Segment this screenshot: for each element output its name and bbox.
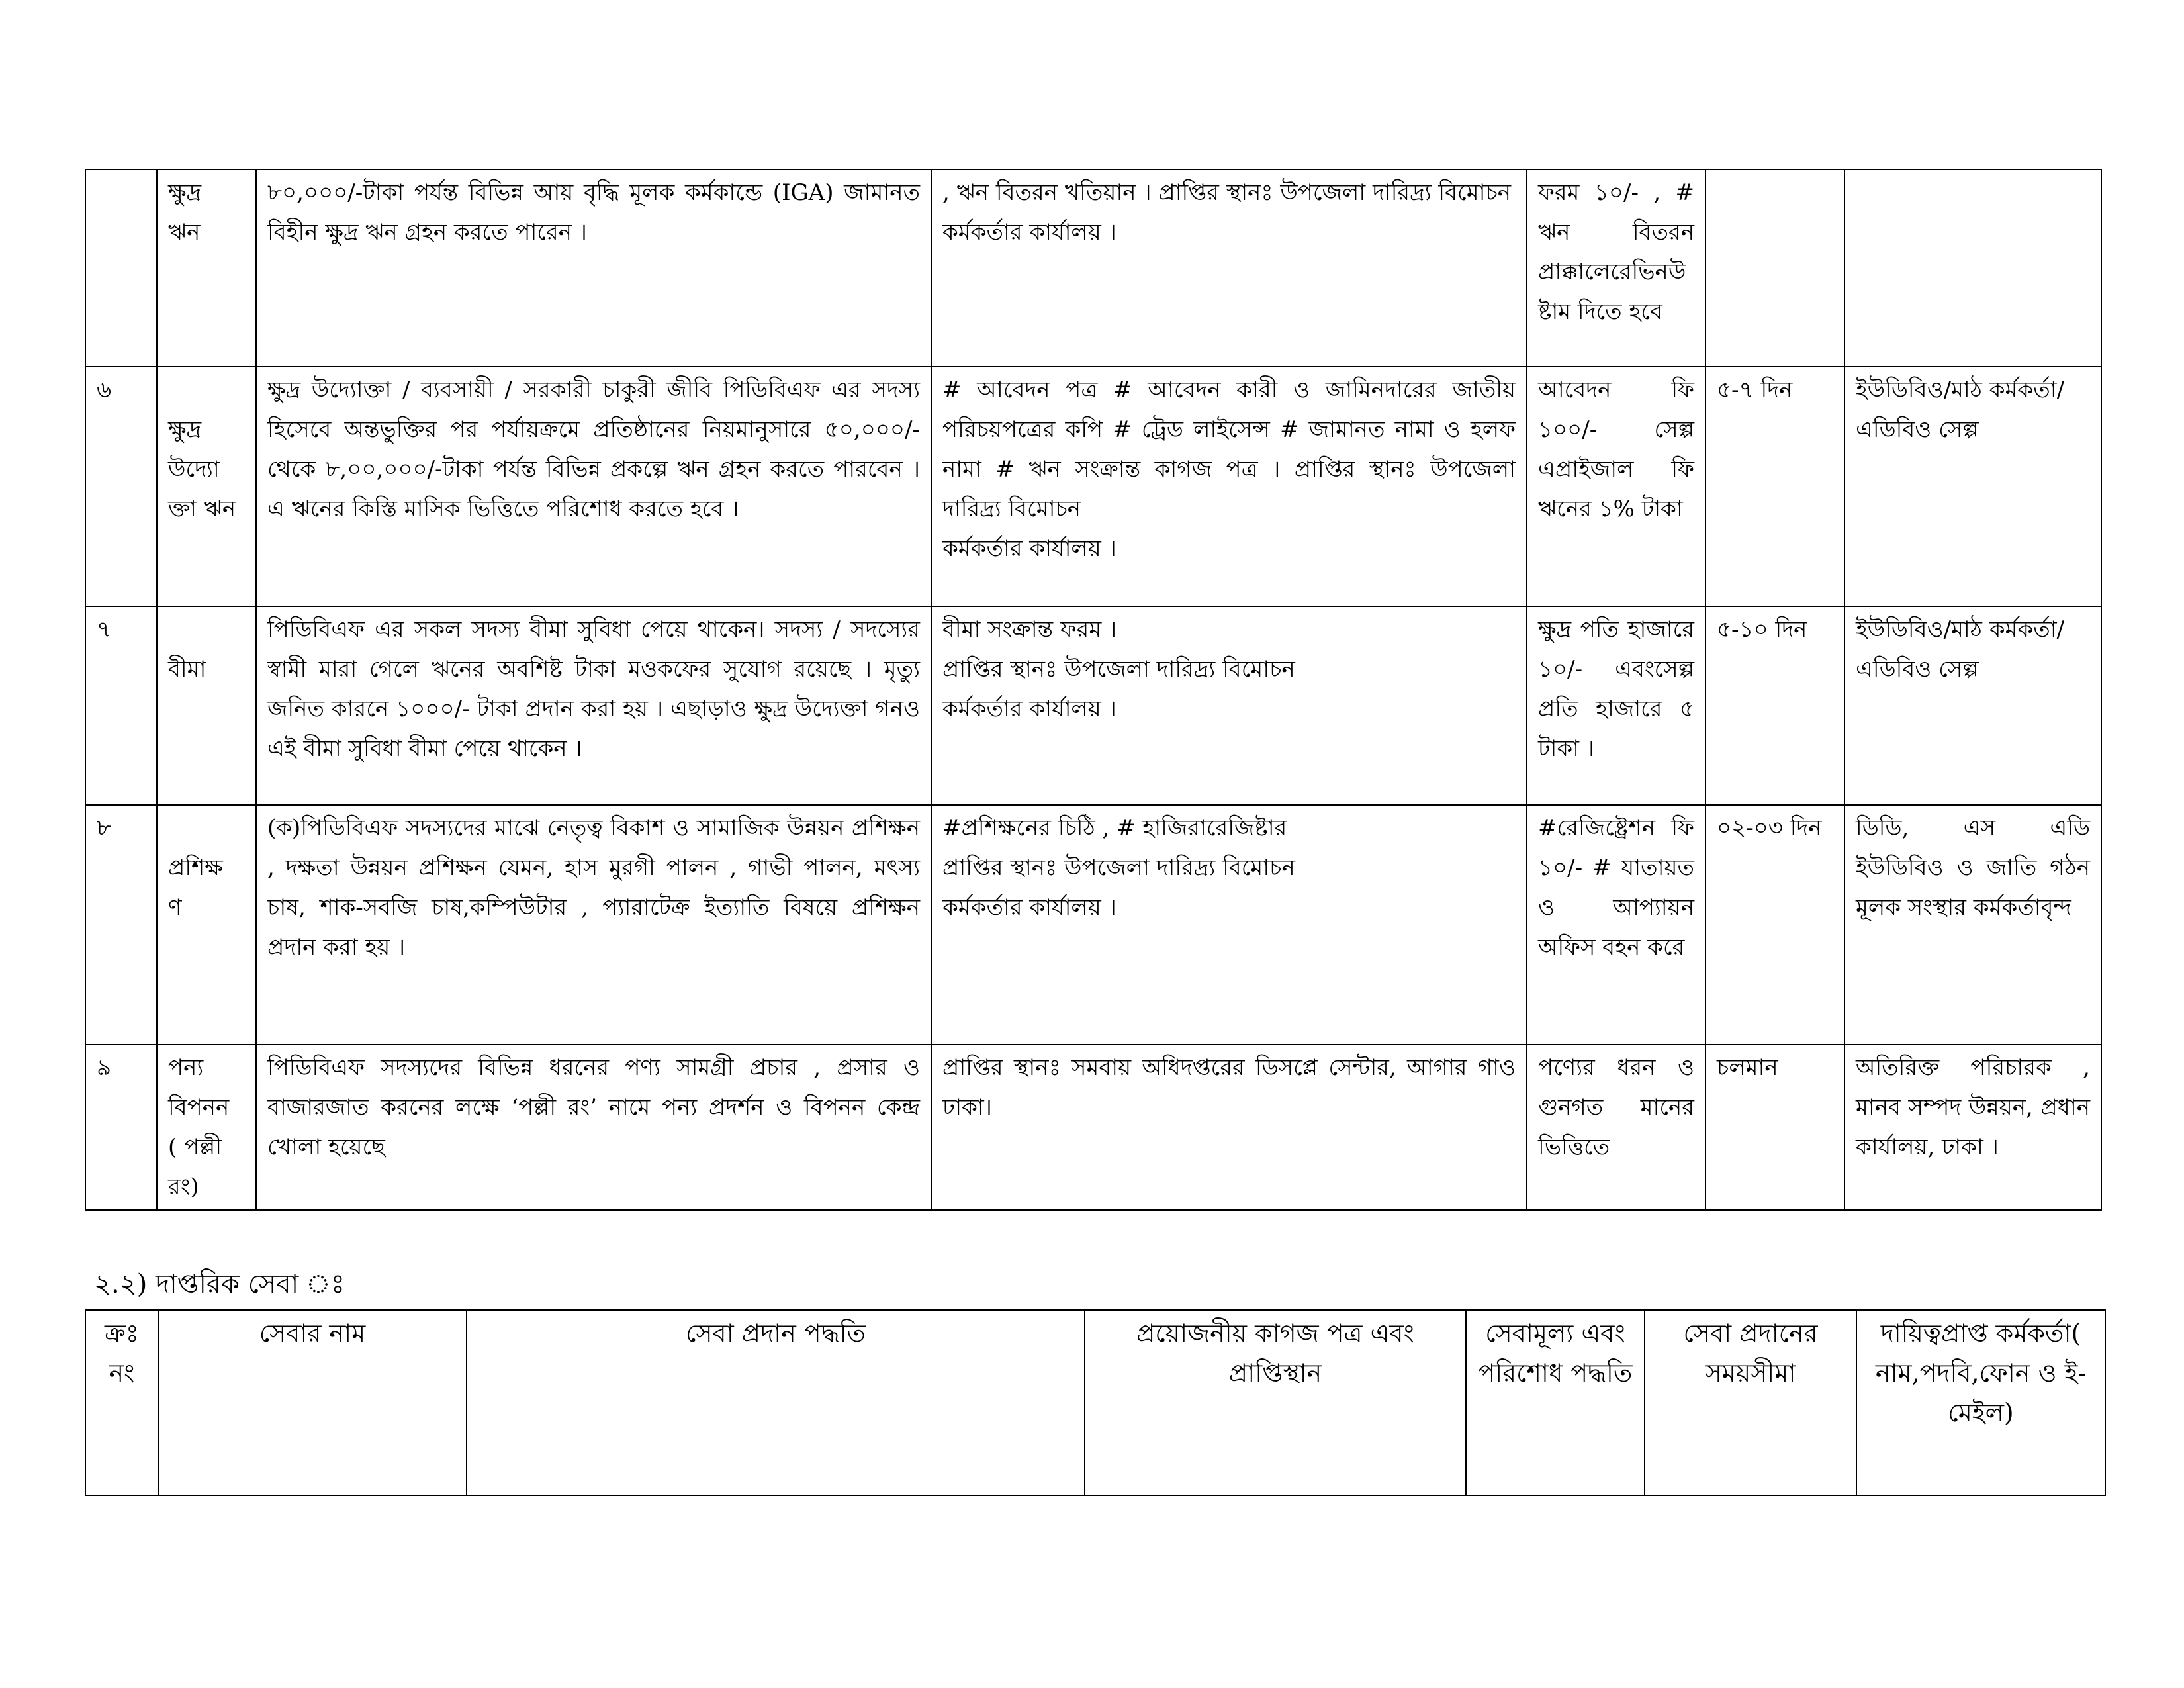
official-services-table [85, 1309, 2106, 1496]
documents-cell: প্রাপ্তির স্থানঃ সমবায় অধিদপ্তরের ডিসপ্লে সেন্টার, আগার গাও ঢাকা। [931, 1045, 1527, 1210]
header-fee: সেবামূল্য এবং পরিশোধ পদ্ধতি [1466, 1310, 1645, 1495]
documents-cell: #প্রশিক্ষনের চিঠি , # হাজিরারেজিষ্টার প্রাপ্তির স্থানঃ উপজেলা দারিদ্র্য বিমোচন কর্মকর্তার কার্যালয় । [931, 805, 1527, 1045]
time-cell [1706, 169, 1844, 367]
officer-cell: অতিরিক্ত পরিচারক , মানব সম্পদ উন্নয়ন, প্রধান কার্যালয়, ঢাকা । [1844, 1045, 2101, 1210]
time-cell: চলমান [1706, 1045, 1844, 1210]
fee-cell: ফরম ১০/- , # ঋন বিতরন প্রাক্কালেরেভিনউ ষ্টাম দিতে হবে [1527, 169, 1706, 367]
fee-cell: #রেজিষ্ট্রেশন ফি ১০/- # যাতায়ত ও আপ্যায়ন অফিস বহন করে [1527, 805, 1706, 1045]
serial-cell: ৭ [85, 606, 157, 805]
table-row [85, 367, 2101, 606]
service-name-cell: ক্ষুদ্র উদ্যো ক্তা ঋন [157, 367, 256, 606]
fee-cell: ক্ষুদ্র পতি হাজারে ১০/- এবংসেল্প প্রতি হাজারে ৫ টাকা । [1527, 606, 1706, 805]
service-name-cell: প্রশিক্ষ ণ [157, 805, 256, 1045]
method-cell: (ক)পিডিবিএফ সদস্যদের মাঝে নেতৃত্ব বিকাশ ও সামাজিক উন্নয়ন প্রশিক্ষন , দক্ষতা উন্নয়ন প্রশিক্ষন যেমন, হাস মুরগী পালন , গাভী পালন, মৎস্য চাষ, শাক-সবজি চাষ,কম্পিউটার , প্যারাটেক্র ইত্যাতি বিষয়ে প্রশিক্ষন প্রদান করা হয় । [256, 805, 931, 1045]
service-name-cell: বীমা [157, 606, 256, 805]
method-cell: পিডিবিএফ সদস্যদের বিভিন্ন ধরনের পণ্য সামগ্রী প্রচার , প্রসার ও বাজারজাত করনের লক্ষে ‘পল্লী রং’ নামে পন্য প্রদর্শন ও বিপনন কেন্দ্র খোলা হয়েছে [256, 1045, 931, 1210]
method-cell: পিডিবিএফ এর সকল সদস্য বীমা সুবিধা পেয়ে থাকেন। সদস্য / সদস্যের স্বামী মারা গেলে ঋনের অবশিষ্ট টাকা মওকফের সুযোগ রয়েছে । মৃত্যু জনিত কারনে ১০০০/- টাকা প্রদান করা হয় । এছাড়াও ক্ষুদ্র উদ্যেক্তা গনও এই বীমা সুবিধা বীমা পেয়ে থাকেন । [256, 606, 931, 805]
header-service-name: সেবার নাম [158, 1310, 467, 1495]
table-row [85, 1045, 2101, 1210]
time-cell: ৫-৭ দিন [1706, 367, 1844, 606]
section-title: ২.২) দাপ্তরিক সেবা ঃ [94, 1269, 345, 1299]
header-serial: ক্রঃ নং [85, 1310, 158, 1495]
documents-cell: # আবেদন পত্র # আবেদন কারী ও জামিনদারের জাতীয় পরিচয়পত্রের কপি # ট্রেড লাইসেন্স # জামানত নামা ও হলফ নামা # ঋন সংক্রান্ত কাগজ পত্র । প্রাপ্তির স্থানঃ উপজেলা দারিদ্র্য বিমোচন কর্মকর্তার কার্যালয় । [931, 367, 1527, 606]
method-cell: ৮০,০০০/-টাকা পর্যন্ত বিভিন্ন আয় বৃদ্ধি মূলক কর্মকান্ডে (IGA) জামানত বিহীন ক্ষুদ্র ঋন গ্রহন করতে পারেন । [256, 169, 931, 367]
officer-cell [1844, 169, 2101, 367]
officer-cell: ডিডি, এস এডি ইউডিবিও ও জাতি গঠন মূলক সংস্থার কর্মকর্তাবৃন্দ [1844, 805, 2101, 1045]
documents-cell: বীমা সংক্রান্ত ফরম । প্রাপ্তির স্থানঃ উপজেলা দারিদ্র্য বিমোচন কর্মকর্তার কার্যালয় । [931, 606, 1527, 805]
serial-cell [85, 169, 157, 367]
service-name-cell: পন্য বিপনন ( পল্লী রং) [157, 1045, 256, 1210]
officer-cell: ইউডিবিও/মাঠ কর্মকর্তা/এডিবিও সেল্প [1844, 606, 2101, 805]
time-cell: ৫-১০ দিন [1706, 606, 1844, 805]
serial-cell: ৮ [85, 805, 157, 1045]
time-cell: ০২-০৩ দিন [1706, 805, 1844, 1045]
table-header-row [85, 1310, 2105, 1495]
documents-cell: , ঋন বিতরন খতিয়ান । প্রাপ্তির স্থানঃ উপজেলা দারিদ্র্য বিমোচন কর্মকর্তার কার্যালয় । [931, 169, 1527, 367]
header-time: সেবা প্রদানের সময়সীমা [1645, 1310, 1856, 1495]
method-cell: ক্ষুদ্র উদ্যোক্তা / ব্যবসায়ী / সরকারী চাকুরী জীবি পিডিবিএফ এর সদস্য হিসেবে অন্তভুক্তির পর পর্যায়ক্রমে প্রতিষ্ঠানের নিয়মানুসারে ৫০,০০০/-থেকে ৮,০০,০০০/-টাকা পর্যন্ত বিভিন্ন প্রকল্পে ঋন গ্রহন করতে পারবেন । এ ঋনের কিস্তি মাসিক ভিত্তিতে পরিশোধ করতে হবে । [256, 367, 931, 606]
table-row [85, 805, 2101, 1045]
header-method: সেবা প্রদান পদ্ধতি [467, 1310, 1085, 1495]
service-table [85, 169, 2102, 1211]
serial-cell: ৯ [85, 1045, 157, 1210]
service-name-cell: ক্ষুদ্র ঋন [157, 169, 256, 367]
header-officer: দায়িত্বপ্রাপ্ত কর্মকর্তা( নাম,পদবি,ফোন ও ই-মেইল) [1856, 1310, 2105, 1495]
fee-cell: পণ্যের ধরন ও গুনগত মানের ভিত্তিতে [1527, 1045, 1706, 1210]
officer-cell: ইউডিবিও/মাঠ কর্মকর্তা/এডিবিও সেল্প [1844, 367, 2101, 606]
table-row [85, 169, 2101, 367]
fee-cell: আবেদন ফি ১০০/- সেল্প এপ্রাইজাল ফি ঋনের ১% টাকা [1527, 367, 1706, 606]
header-documents: প্রয়োজনীয় কাগজ পত্র এবং প্রাপ্তিস্থান [1085, 1310, 1466, 1495]
serial-cell: ৬ [85, 367, 157, 606]
table-row [85, 606, 2101, 805]
